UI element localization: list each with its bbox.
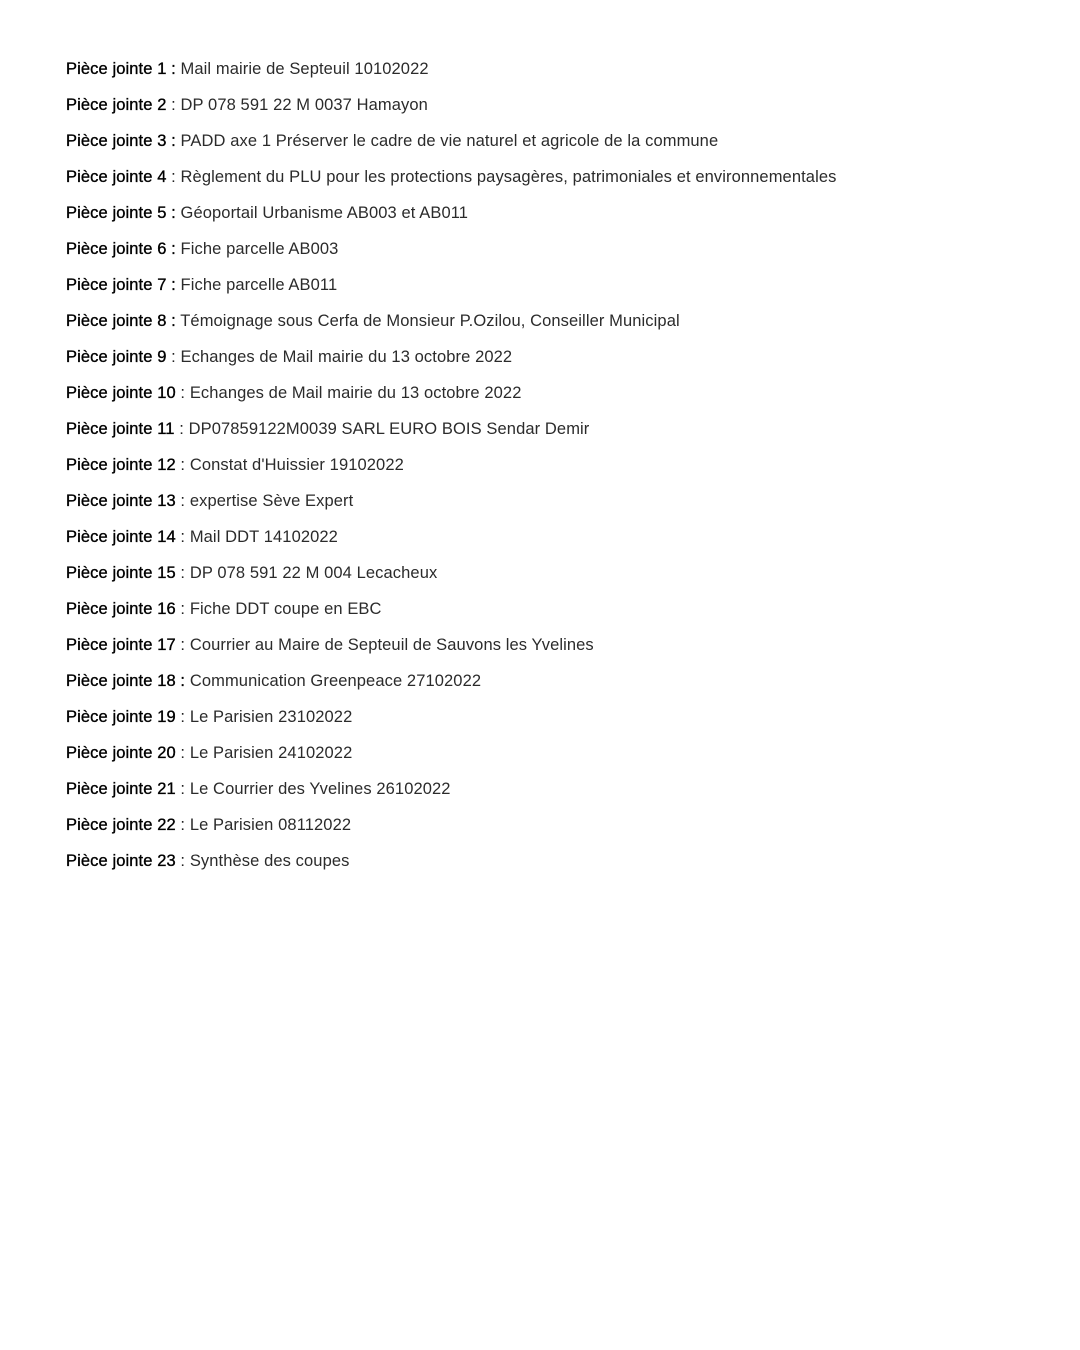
attachment-description: Echanges de Mail mairie du 13 octobre 2022 [180,348,513,366]
attachment-label: Pièce jointe 3 [66,132,167,150]
attachment-item [66,634,1080,670]
attachment-list [66,58,1080,886]
attachment-label: Pièce jointe 22 [66,816,176,834]
attachment-item [66,166,1080,202]
attachment-label: Pièce jointe 19 [66,708,176,726]
attachment-separator: : [166,276,181,294]
attachment-label: Pièce jointe 8 [66,312,167,330]
attachment-label: Pièce jointe 23 [66,852,176,870]
attachment-item [66,742,1080,778]
attachment-description: Mail mairie de Septeuil 10102022 [180,60,429,78]
attachment-separator: : [174,420,189,438]
attachment-item [66,454,1080,490]
attachment-description: Règlement du PLU pour les protections paysagères, patrimoniales et environnementales [180,168,837,186]
attachment-description: Courrier au Maire de Septeuil de Sauvons les Yvelines [189,636,594,654]
attachment-item [66,94,1080,130]
attachment-description: Le Parisien 23102022 [189,708,353,726]
attachment-separator: : [175,672,190,690]
attachment-label: Pièce jointe 12 [66,456,176,474]
attachment-separator: : [175,384,190,402]
attachment-item [66,850,1080,886]
attachment-label: Pièce jointe 18 [66,672,176,690]
attachment-description: Géoportail Urbanisme AB003 et AB011 [180,204,469,222]
attachment-separator: : [175,708,190,726]
attachment-item [66,310,1080,346]
attachment-description: DP 078 591 22 M 0037 Hamayon [180,96,428,114]
attachment-description: Le Courrier des Yvelines 26102022 [189,780,451,798]
attachment-item [66,58,1080,94]
attachment-description: expertise Sève Expert [189,492,354,510]
attachment-item [66,562,1080,598]
attachment-description: Mail DDT 14102022 [189,528,338,546]
attachment-item [66,274,1080,310]
attachment-item [66,238,1080,274]
attachment-item [66,670,1080,706]
attachment-item [66,490,1080,526]
attachment-label: Pièce jointe 15 [66,564,176,582]
attachment-description: Constat d'Huissier 19102022 [189,456,404,474]
attachment-label: Pièce jointe 20 [66,744,176,762]
attachment-item [66,778,1080,814]
attachment-description: PADD axe 1 Préserver le cadre de vie naturel et agricole de la commune [180,132,719,150]
attachment-label: Pièce jointe 2 [66,96,167,114]
attachment-description: Le Parisien 24102022 [189,744,353,762]
attachment-description: Fiche parcelle AB003 [180,240,339,258]
attachment-item [66,706,1080,742]
attachment-separator: : [175,852,190,870]
attachment-separator: : [175,528,190,546]
attachment-description: DP07859122M0039 SARL EURO BOIS Sendar Demir [188,420,590,438]
attachment-label: Pièce jointe 9 [66,348,167,366]
attachment-label: Pièce jointe 16 [66,600,176,618]
attachment-separator: : [175,636,190,654]
attachment-description: Synthèse des coupes [189,852,350,870]
attachment-item [66,418,1080,454]
attachment-separator: : [175,600,190,618]
attachment-description: Fiche parcelle AB011 [180,276,338,294]
attachment-separator: : [175,456,190,474]
attachment-separator: : [166,312,181,330]
attachment-separator: : [175,492,190,510]
attachment-label: Pièce jointe 7 [66,276,167,294]
attachment-separator: : [175,564,190,582]
attachment-separator: : [166,96,181,114]
attachment-description: Communication Greenpeace 27102022 [189,672,482,690]
attachment-label: Pièce jointe 1 [66,60,167,78]
attachment-item [66,130,1080,166]
attachment-description: Le Parisien 08112022 [189,816,352,834]
attachment-description: DP 078 591 22 M 004 Lecacheux [189,564,438,582]
attachment-label: Pièce jointe 6 [66,240,167,258]
attachment-label: Pièce jointe 13 [66,492,176,510]
attachment-separator: : [166,132,181,150]
attachment-label: Pièce jointe 14 [66,528,176,546]
attachment-separator: : [175,816,190,834]
attachment-label: Pièce jointe 11 [66,420,175,438]
attachment-item [66,382,1080,418]
attachment-item [66,346,1080,382]
attachment-separator: : [175,780,190,798]
attachment-separator: : [175,744,190,762]
attachment-separator: : [166,60,181,78]
attachment-item [66,598,1080,634]
attachment-item [66,526,1080,562]
attachment-separator: : [166,348,181,366]
attachment-description: Fiche DDT coupe en EBC [189,600,382,618]
attachment-separator: : [166,204,181,222]
attachment-separator: : [166,168,181,186]
attachment-description: Témoignage sous Cerfa de Monsieur P.Ozilou, Conseiller Municipal [180,312,680,330]
attachment-label: Pièce jointe 5 [66,204,167,222]
attachment-separator: : [166,240,181,258]
attachment-label: Pièce jointe 17 [66,636,176,654]
attachment-item [66,814,1080,850]
attachment-item [66,202,1080,238]
attachment-description: Echanges de Mail mairie du 13 octobre 2022 [189,384,522,402]
attachment-label: Pièce jointe 21 [66,780,176,798]
attachment-label: Pièce jointe 10 [66,384,176,402]
attachment-label: Pièce jointe 4 [66,168,167,186]
